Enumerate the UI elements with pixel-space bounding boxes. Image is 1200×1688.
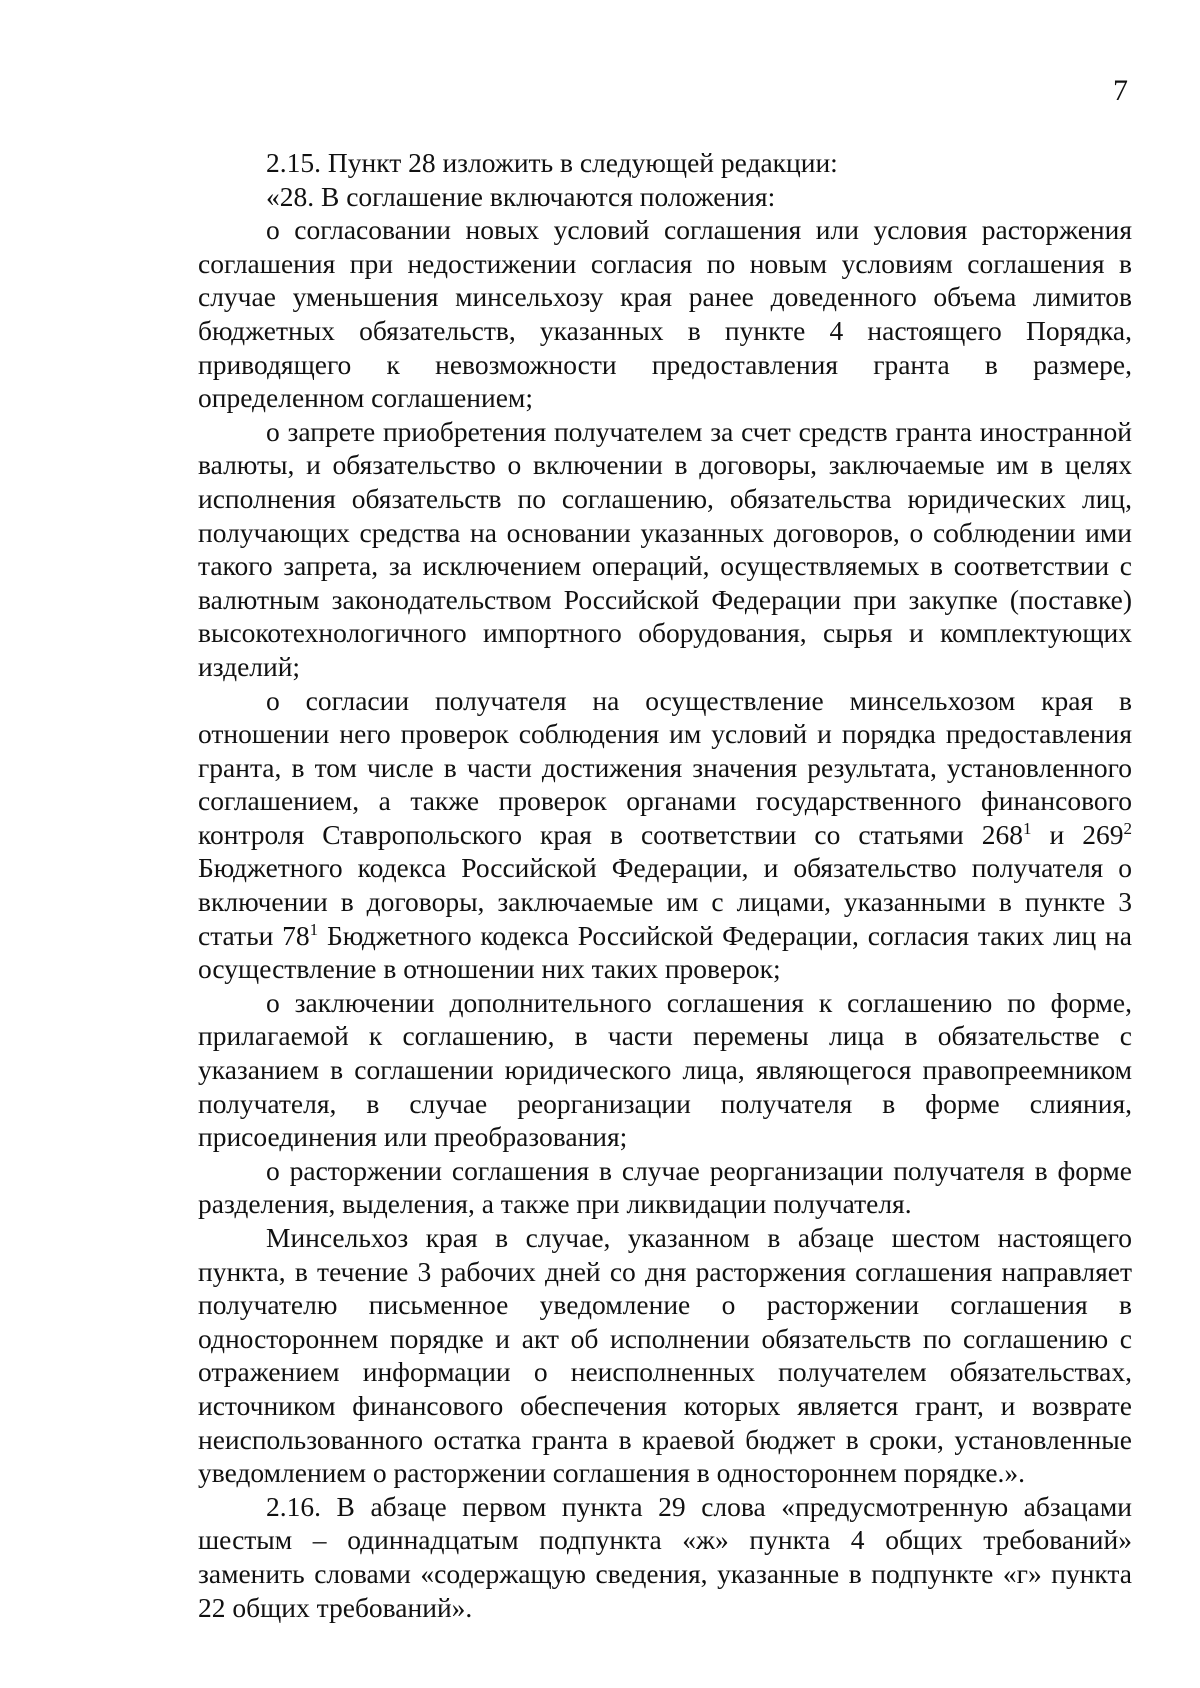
article-superscript-1: 1 [1023,818,1032,838]
paragraph-currency-ban: о запрете приобретения получателем за счет средств гранта иностранной валюты, и обязательство о включении в договоры, заключаемые им в целях исполнения обязательств по соглашению, обязательства юридических лиц, получающих средства на основании указанных договоров, о соблюдении ими такого запрета, за исключением операций, осуществляемых в соответствии с валютным законодательством Российской Федерации при закупке (поставке) высокотехнологичного импортного оборудования, сырья и комплектующих изделий; [198,415,1132,682]
article-superscript-3: 1 [309,919,319,939]
paragraph-agreement-conditions: о согласовании новых условий соглашения или условия расторжения соглашения при недостижении согласия по новым условиям соглашения в случае уменьшения минсельхозу края ранее доведенного объема лимитов бюджетных обязательств, указанных в пункте 4 настоящего Порядка, приводящего к невозможности предоставления гранта в размере, определенном соглашением; [198,214,1132,414]
paragraph-agreement-termination: о расторжении соглашения в случае реорганизации получателя в форме разделения, выделения, а также при ликвидации получателя. [198,1154,1132,1220]
paragraph-2-16: 2.16. В абзаце первом пункта 29 слова «предусмотренную абзацами шестым – одиннадцатым подпункта «ж» пункта 4 общих требований» заменить словами «содержащую сведения, указанные в подпункте «г» пункта 22 общих требований». [198,1490,1132,1623]
paragraph-inspection-consent [198,684,1132,986]
inspection-text-part-a: о согласии получателя на осуществление минсельхозом края в отношении него проверок соблюдения им условий и порядка предоставления гранта, в том числе в части достижения значения результата, установленного соглашением, а также проверок органами государственного финансового контроля Ставропольского края в соответствии со статьями 268 [198,684,1132,850]
inspection-text-part-d: Бюджетного кодекса Российской Федерации, согласия таких лиц на осуществление в отношении них таких проверок; [198,919,1132,985]
page-number: 7 [1113,74,1128,107]
paragraph-supplementary-agreement: о заключении дополнительного соглашения к соглашению по форме, прилагаемой к соглашению, в части перемены лица в обязательстве с указанием в соглашении юридического лица, являющегося правопреемником получателя, в случае реорганизации получателя в форме слияния, присоединения или преобразования; [198,986,1132,1153]
article-superscript-2: 2 [1123,818,1133,838]
paragraph-termination-notice: Минсельхоз края в случае, указанном в абзаце шестом настоящего пункта, в течение 3 рабочих дней со дня расторжения соглашения направляет получателю письменное уведомление о расторжении соглашения в одностороннем порядке и акт об исполнении обязательств по соглашению с отражением информации о неисполненных получателем обязательствах, источником финансового обеспечения которых является грант, и возврате неиспользованного остатка гранта в краевой бюджет в сроки, установленные уведомлением о расторжении соглашения в одностороннем порядке.». [198,1222,1132,1489]
document-body [198,146,1132,1624]
paragraph-item-28-intro: «28. В соглашение включаются положения: [266,180,776,212]
paragraph-2-15-heading: 2.15. Пункт 28 изложить в следующей редакции: [266,147,838,178]
inspection-text-part-b: и 269 [1031,818,1124,850]
inspection-text-part-c: Бюджетного кодекса Российской Федерации, и обязательство получателя о включении в договоры, заключаемые им с лицами, указанными в пункте 3 статьи 78 [198,852,1132,951]
